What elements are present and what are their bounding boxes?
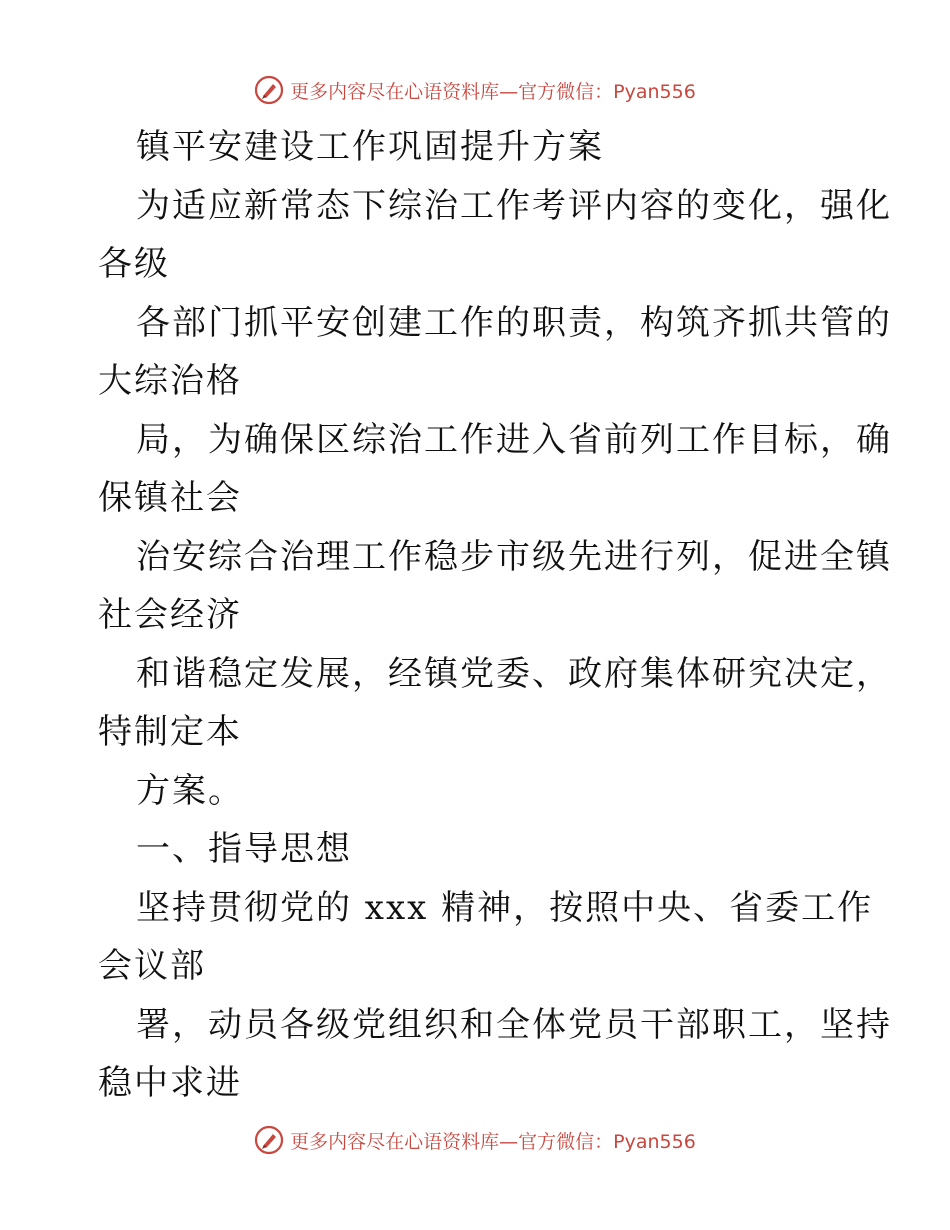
text-line: 治安综合治理工作稳步市级先进行列，促进全镇: [136, 536, 892, 577]
document-body: [98, 118, 892, 1113]
text-line: 一、指导思想: [136, 829, 352, 869]
text-line: 稳中求进: [98, 1063, 242, 1103]
pen-logo-icon: [254, 1125, 284, 1155]
text-line: 会议部: [98, 946, 206, 986]
footer-watermark: [0, 1120, 950, 1160]
watermark-text: 更多内容尽在心语资料库—官方微信：Pyan556: [290, 80, 696, 103]
text-line: 方案。: [136, 770, 244, 811]
text-line: 各部门抓平安创建工作的职责，构筑齐抓共管的: [136, 302, 892, 343]
text-line: 大综治格: [98, 361, 242, 401]
text-line: 和谐稳定发展，经镇党委、政府集体研究决定，: [136, 653, 892, 694]
pen-logo-icon: [254, 75, 284, 105]
text-line: 局，为确保区综治工作进入省前列工作目标，确: [136, 419, 892, 460]
text-line: 各级: [98, 244, 170, 284]
text-line: 镇平安建设工作巩固提升方案: [136, 127, 604, 167]
text-line: 为适应新常态下综治工作考评内容的变化，强化: [136, 185, 892, 226]
text-line: 署，动员各级党组织和全体党员干部职工，坚持: [136, 1004, 892, 1045]
text-line: 特制定本: [98, 712, 242, 752]
text-line: 坚持贯彻党的 xxx 精神，按照中央、省委工作: [136, 887, 874, 928]
text-line: 社会经济: [98, 595, 242, 635]
watermark-text: 更多内容尽在心语资料库—官方微信：Pyan556: [290, 1130, 696, 1153]
text-line: 保镇社会: [98, 478, 242, 518]
header-watermark: [0, 70, 950, 110]
